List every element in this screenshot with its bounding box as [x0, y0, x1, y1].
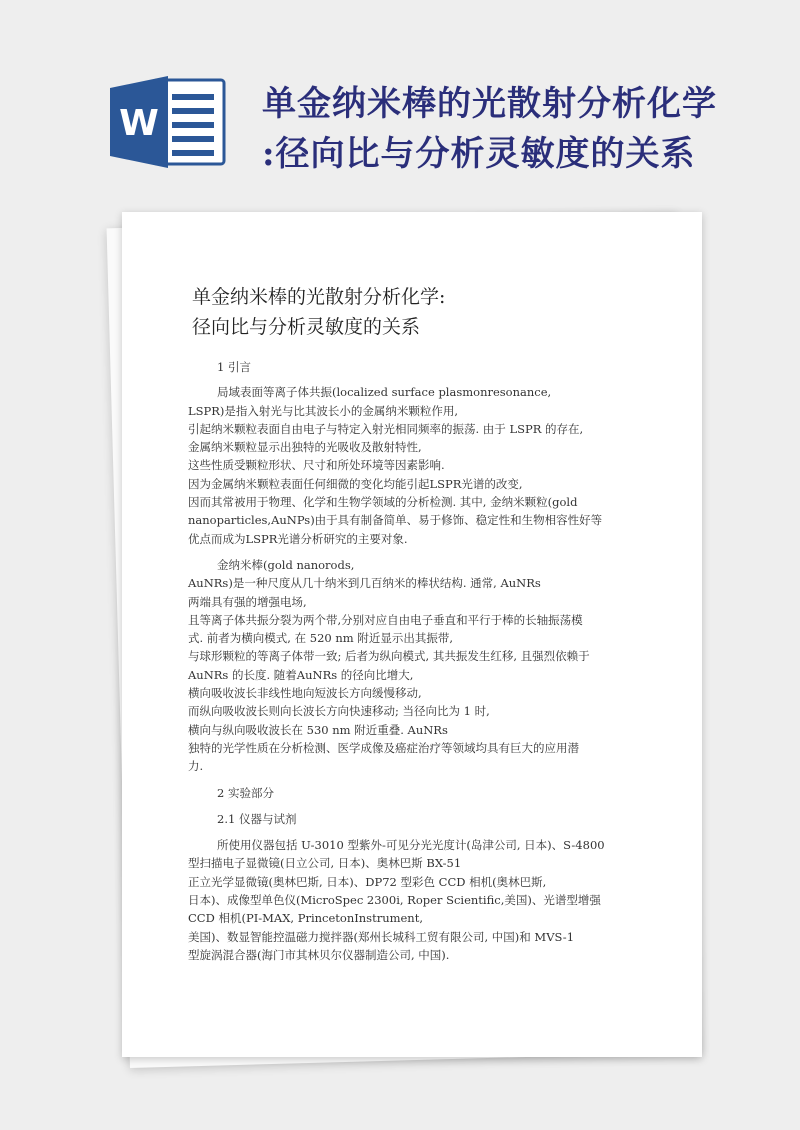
paragraph-line: 优点而成为LSPR光谱分析研究的主要对象. [188, 531, 408, 546]
word-icon-letter: W [119, 103, 159, 144]
paragraph-line: 这些性质受颗粒形状、尺寸和所处环境等因素影响. [188, 458, 445, 473]
paragraph-line: 因而其常被用于物理、化学和生物学领域的分析检测. 其中, 金纳米颗粒(gold [188, 495, 578, 510]
page-header [0, 0, 800, 200]
document-page [122, 212, 702, 1057]
paragraph-line: 横向与纵向吸收波长在 530 nm 附近重叠. AuNRs [188, 722, 448, 737]
document-body [188, 358, 668, 964]
paragraph-line: 金纳米棒(gold nanorods, [217, 557, 355, 572]
paragraph-line: 型旋涡混合器(海门市其林贝尔仪器制造公司, 中国). [188, 947, 450, 962]
paragraph-line: 两端具有强的增强电场, [188, 594, 307, 609]
page-title-line-1: 单金纳米棒的光散射分析化学 [262, 84, 717, 124]
paragraph-line: 局域表面等离子体共振(localized surface plasmonresonance, [217, 385, 552, 400]
section-heading: 1 引言 [217, 360, 251, 374]
paragraph-line: 所使用仪器包括 U-3010 型紫外-可见分光光度计(岛津公司, 日本)、S-4800 [217, 838, 605, 853]
paragraph-line: 型扫描电子显微镜(日立公司, 日本)、奥林巴斯 BX-51 [188, 856, 462, 871]
page-title-line-2: :径向比与分析灵敏度的关系 [262, 134, 696, 174]
paragraph-line: 式. 前者为横向模式, 在 520 nm 附近显示出其振带, [188, 631, 454, 646]
document-title [192, 282, 652, 342]
paragraph-line: 因为金属纳米颗粒表面任何细微的变化均能引起LSPR光谱的改变, [188, 476, 523, 491]
subsection-heading: 2.1 仪器与试剂 [217, 811, 297, 826]
paragraph-line: LSPR)是指入射光与比其波长小的金属纳米颗粒作用, [188, 403, 459, 418]
paragraph-line: 金属纳米颗粒显示出独特的光吸收及散射特性, [188, 440, 422, 455]
paragraph-line: 力. [188, 759, 204, 774]
paragraph-line: AuNRs)是一种尺度从几十纳米到几百纳米的棒状结构. 通常, AuNRs [188, 576, 541, 591]
section-heading: 2 实验部分 [217, 785, 274, 800]
paragraph-line: 美国)、数显智能控温磁力搅拌器(郑州长城科工贸有限公司, 中国)和 MVS-1 [188, 929, 575, 944]
paragraph-line: 正立光学显微镜(奥林巴斯, 日本)、DP72 型彩色 CCD 相机(奥林巴斯, [188, 874, 547, 889]
paragraph-line: nanoparticles,AuNPs)由于具有制备简单、易于修饰、稳定性和生物相容性好等 [188, 513, 603, 528]
paragraph-line: 独特的光学性质在分析检测、医学成像及癌症治疗等领域均具有巨大的应用潜 [188, 740, 579, 755]
paragraph-line: 而纵向吸收波长则向长波长方向快速移动; 当径向比为 1 时, [188, 704, 490, 719]
document-title-line-1: 单金纳米棒的光散射分析化学: [192, 286, 446, 308]
paragraph-line: 日本)、成像型单色仪(MicroSpec 2300i, Roper Scientific,美国)、光谱型增强 [188, 893, 601, 908]
paragraph-line: AuNRs 的长度. 随着AuNRs 的径向比增大, [188, 667, 414, 682]
paragraph-line: 与球形颗粒的等离子体带一致; 后者为纵向模式, 其共振发生红移, 且强烈依赖于 [188, 649, 590, 664]
paragraph-line: 引起纳米颗粒表面自由电子与特定入射光相同频率的振荡. 由于 LSPR 的存在, [188, 421, 584, 436]
document-title-line-2: 径向比与分析灵敏度的关系 [192, 316, 421, 338]
word-document-icon [110, 76, 226, 168]
paragraph-line: 横向吸收波长非线性地向短波长方向缓慢移动, [188, 686, 422, 701]
paragraph-line: CCD 相机(PI-MAX, PrincetonInstrument, [188, 911, 423, 926]
paragraph-line: 且等离子体共振分裂为两个带,分别对应自由电子垂直和平行于棒的长轴振荡模 [188, 612, 583, 627]
